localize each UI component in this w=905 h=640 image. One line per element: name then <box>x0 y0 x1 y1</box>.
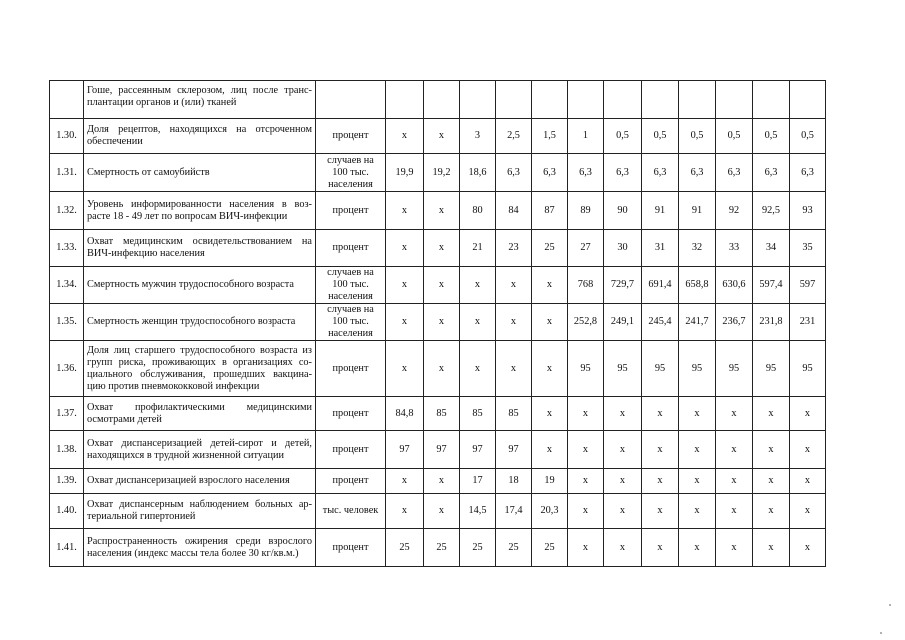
table-row <box>50 192 826 230</box>
unit-cell: процент <box>316 119 386 154</box>
unit-cell: процент <box>316 529 386 567</box>
value-cell <box>568 81 604 119</box>
value-cell: x <box>424 119 460 154</box>
value-cell: x <box>386 304 424 341</box>
row-number: 1.41. <box>50 529 84 567</box>
value-cell: x <box>716 529 753 567</box>
value-cell: 25 <box>532 230 568 267</box>
value-cell: x <box>386 469 424 494</box>
value-cell: 6,3 <box>642 154 679 192</box>
value-cell: 245,4 <box>642 304 679 341</box>
indicator-name: Охват диспансерным наблюдением больных ар-териальной гипертонией <box>84 494 316 529</box>
value-cell: 17,4 <box>496 494 532 529</box>
value-cell: 92 <box>716 192 753 230</box>
value-cell: 0,5 <box>716 119 753 154</box>
table-row <box>50 431 826 469</box>
value-cell: x <box>460 267 496 304</box>
value-cell: 6,3 <box>679 154 716 192</box>
value-cell: x <box>424 267 460 304</box>
table-row <box>50 154 826 192</box>
table-row <box>50 119 826 154</box>
value-cell: x <box>568 494 604 529</box>
value-cell: x <box>679 397 716 431</box>
value-cell: 691,4 <box>642 267 679 304</box>
value-cell: 252,8 <box>568 304 604 341</box>
value-cell: 85 <box>424 397 460 431</box>
value-cell <box>753 81 790 119</box>
value-cell <box>386 81 424 119</box>
value-cell: x <box>386 192 424 230</box>
value-cell: 93 <box>790 192 826 230</box>
value-cell: x <box>679 431 716 469</box>
value-cell: x <box>386 267 424 304</box>
value-cell: x <box>568 397 604 431</box>
row-number: 1.33. <box>50 230 84 267</box>
value-cell <box>642 81 679 119</box>
row-number: 1.34. <box>50 267 84 304</box>
value-cell: 19 <box>532 469 568 494</box>
table-row <box>50 304 826 341</box>
value-cell: 20,3 <box>532 494 568 529</box>
value-cell: 97 <box>386 431 424 469</box>
value-cell: 18,6 <box>460 154 496 192</box>
value-cell: x <box>496 267 532 304</box>
value-cell <box>679 81 716 119</box>
row-number: 1.32. <box>50 192 84 230</box>
value-cell: x <box>532 267 568 304</box>
value-cell: x <box>642 431 679 469</box>
value-cell: 21 <box>460 230 496 267</box>
value-cell <box>790 81 826 119</box>
value-cell: x <box>496 341 532 397</box>
value-cell: 95 <box>679 341 716 397</box>
indicator-name: Доля рецептов, находящихся на отсроченном обеспечении <box>84 119 316 154</box>
value-cell: 18 <box>496 469 532 494</box>
value-cell: x <box>642 397 679 431</box>
row-number: 1.35. <box>50 304 84 341</box>
table-body <box>50 81 826 567</box>
value-cell: 35 <box>790 230 826 267</box>
row-number: 1.30. <box>50 119 84 154</box>
value-cell: x <box>532 341 568 397</box>
table-row <box>50 81 826 119</box>
unit-cell: процент <box>316 341 386 397</box>
scan-dot <box>880 632 882 634</box>
table-row <box>50 469 826 494</box>
value-cell <box>532 81 568 119</box>
value-cell: 597,4 <box>753 267 790 304</box>
value-cell: x <box>753 431 790 469</box>
value-cell: 25 <box>424 529 460 567</box>
value-cell: 630,6 <box>716 267 753 304</box>
indicator-name: Гоше, рассеянным склерозом, лиц после транс-плантации органов и (или) тканей <box>84 81 316 119</box>
value-cell: 0,5 <box>790 119 826 154</box>
indicator-name: Доля лиц старшего трудоспособного возраста из групп риска, проживающих в организациях со-циального обслуживания, прошедших вакцина-цию против пневмококковой инфекции <box>84 341 316 397</box>
unit-cell: процент <box>316 192 386 230</box>
value-cell: x <box>753 529 790 567</box>
value-cell: 84,8 <box>386 397 424 431</box>
indicator-name: Охват профилактическими медицинскими осмотрами детей <box>84 397 316 431</box>
unit-cell: случаев на 100 тыс. населения <box>316 267 386 304</box>
value-cell: x <box>790 469 826 494</box>
value-cell: 0,5 <box>604 119 642 154</box>
unit-cell: процент <box>316 469 386 494</box>
indicator-name: Смертность мужчин трудоспособного возраста <box>84 267 316 304</box>
value-cell: 6,3 <box>532 154 568 192</box>
row-number: 1.31. <box>50 154 84 192</box>
value-cell: 1 <box>568 119 604 154</box>
value-cell: x <box>386 494 424 529</box>
value-cell: x <box>568 469 604 494</box>
value-cell: x <box>790 529 826 567</box>
value-cell: 92,5 <box>753 192 790 230</box>
value-cell: 25 <box>460 529 496 567</box>
value-cell: 6,3 <box>604 154 642 192</box>
value-cell: x <box>424 341 460 397</box>
table-row <box>50 529 826 567</box>
value-cell: 729,7 <box>604 267 642 304</box>
value-cell: 32 <box>679 230 716 267</box>
value-cell: x <box>604 469 642 494</box>
value-cell: x <box>716 469 753 494</box>
value-cell: x <box>532 304 568 341</box>
value-cell: x <box>604 431 642 469</box>
value-cell: 241,7 <box>679 304 716 341</box>
indicator-name: Распространенность ожирения среди взрослого населения (индекс массы тела более 30 кг/кв.м.) <box>84 529 316 567</box>
value-cell: x <box>424 192 460 230</box>
indicator-name: Смертность от самоубийств <box>84 154 316 192</box>
value-cell <box>604 81 642 119</box>
value-cell: 85 <box>496 397 532 431</box>
value-cell: x <box>568 529 604 567</box>
value-cell <box>460 81 496 119</box>
value-cell: x <box>679 469 716 494</box>
value-cell: 17 <box>460 469 496 494</box>
value-cell: 85 <box>460 397 496 431</box>
value-cell: 231,8 <box>753 304 790 341</box>
value-cell <box>716 81 753 119</box>
value-cell: 23 <box>496 230 532 267</box>
value-cell: 84 <box>496 192 532 230</box>
value-cell: 91 <box>679 192 716 230</box>
value-cell: x <box>642 529 679 567</box>
value-cell: 14,5 <box>460 494 496 529</box>
value-cell: 6,3 <box>753 154 790 192</box>
unit-cell <box>316 81 386 119</box>
value-cell: x <box>790 494 826 529</box>
value-cell: 597 <box>790 267 826 304</box>
table-row <box>50 494 826 529</box>
indicator-name: Уровень информированности населения в воз-расте 18 - 49 лет по вопросам ВИЧ-инфекции <box>84 192 316 230</box>
indicator-name: Охват диспансеризацией взрослого населения <box>84 469 316 494</box>
value-cell: 19,9 <box>386 154 424 192</box>
value-cell: x <box>568 431 604 469</box>
row-number: 1.40. <box>50 494 84 529</box>
value-cell: x <box>604 494 642 529</box>
value-cell: 25 <box>532 529 568 567</box>
value-cell: x <box>642 469 679 494</box>
value-cell: 249,1 <box>604 304 642 341</box>
value-cell: x <box>716 397 753 431</box>
value-cell: 19,2 <box>424 154 460 192</box>
table-row <box>50 397 826 431</box>
value-cell: 3 <box>460 119 496 154</box>
value-cell: 87 <box>532 192 568 230</box>
value-cell: 90 <box>604 192 642 230</box>
value-cell: x <box>424 469 460 494</box>
unit-cell: тыс. человек <box>316 494 386 529</box>
value-cell: x <box>679 494 716 529</box>
indicator-name: Смертность женщин трудоспособного возраста <box>84 304 316 341</box>
unit-cell: случаев на 100 тыс. населения <box>316 154 386 192</box>
value-cell: x <box>753 494 790 529</box>
value-cell: x <box>716 431 753 469</box>
value-cell: 95 <box>568 341 604 397</box>
value-cell: x <box>460 341 496 397</box>
value-cell: 34 <box>753 230 790 267</box>
value-cell: x <box>424 230 460 267</box>
value-cell: 2,5 <box>496 119 532 154</box>
value-cell: 31 <box>642 230 679 267</box>
value-cell: 95 <box>716 341 753 397</box>
value-cell <box>496 81 532 119</box>
row-number: 1.39. <box>50 469 84 494</box>
value-cell: 768 <box>568 267 604 304</box>
value-cell: x <box>532 397 568 431</box>
value-cell: 97 <box>460 431 496 469</box>
value-cell: 25 <box>496 529 532 567</box>
value-cell: 97 <box>496 431 532 469</box>
value-cell: 91 <box>642 192 679 230</box>
row-number: 1.38. <box>50 431 84 469</box>
value-cell: 97 <box>424 431 460 469</box>
value-cell: 236,7 <box>716 304 753 341</box>
value-cell: 95 <box>642 341 679 397</box>
value-cell: 80 <box>460 192 496 230</box>
value-cell: 0,5 <box>753 119 790 154</box>
value-cell: 89 <box>568 192 604 230</box>
scan-dot <box>889 604 891 606</box>
value-cell: x <box>496 304 532 341</box>
value-cell: 95 <box>604 341 642 397</box>
value-cell: 33 <box>716 230 753 267</box>
row-number <box>50 81 84 119</box>
unit-cell: процент <box>316 431 386 469</box>
value-cell: 25 <box>386 529 424 567</box>
value-cell: x <box>753 397 790 431</box>
row-number: 1.37. <box>50 397 84 431</box>
table-row <box>50 341 826 397</box>
indicator-name: Охват диспансеризацией детей-сирот и детей, находящихся в трудной жизненной ситуации <box>84 431 316 469</box>
value-cell <box>424 81 460 119</box>
value-cell: 95 <box>753 341 790 397</box>
unit-cell: случаев на 100 тыс. населения <box>316 304 386 341</box>
value-cell: 6,3 <box>496 154 532 192</box>
table-row <box>50 230 826 267</box>
value-cell: x <box>424 494 460 529</box>
value-cell: x <box>790 431 826 469</box>
value-cell: 231 <box>790 304 826 341</box>
value-cell: 30 <box>604 230 642 267</box>
value-cell: 6,3 <box>568 154 604 192</box>
indicators-table <box>49 80 826 567</box>
value-cell: 0,5 <box>679 119 716 154</box>
value-cell: x <box>790 397 826 431</box>
value-cell: 658,8 <box>679 267 716 304</box>
value-cell: x <box>532 431 568 469</box>
unit-cell: процент <box>316 230 386 267</box>
value-cell: x <box>679 529 716 567</box>
value-cell: x <box>460 304 496 341</box>
unit-cell: процент <box>316 397 386 431</box>
indicator-name: Охват медицинским освидетельствованием на ВИЧ-инфекцию населения <box>84 230 316 267</box>
value-cell: 27 <box>568 230 604 267</box>
value-cell: x <box>642 494 679 529</box>
value-cell: x <box>604 529 642 567</box>
value-cell: 6,3 <box>716 154 753 192</box>
value-cell: 1,5 <box>532 119 568 154</box>
value-cell: x <box>386 230 424 267</box>
value-cell: x <box>424 304 460 341</box>
value-cell: 0,5 <box>642 119 679 154</box>
value-cell: x <box>716 494 753 529</box>
value-cell: x <box>386 119 424 154</box>
value-cell: 6,3 <box>790 154 826 192</box>
row-number: 1.36. <box>50 341 84 397</box>
table-row <box>50 267 826 304</box>
value-cell: x <box>386 341 424 397</box>
value-cell: 95 <box>790 341 826 397</box>
value-cell: x <box>753 469 790 494</box>
value-cell: x <box>604 397 642 431</box>
